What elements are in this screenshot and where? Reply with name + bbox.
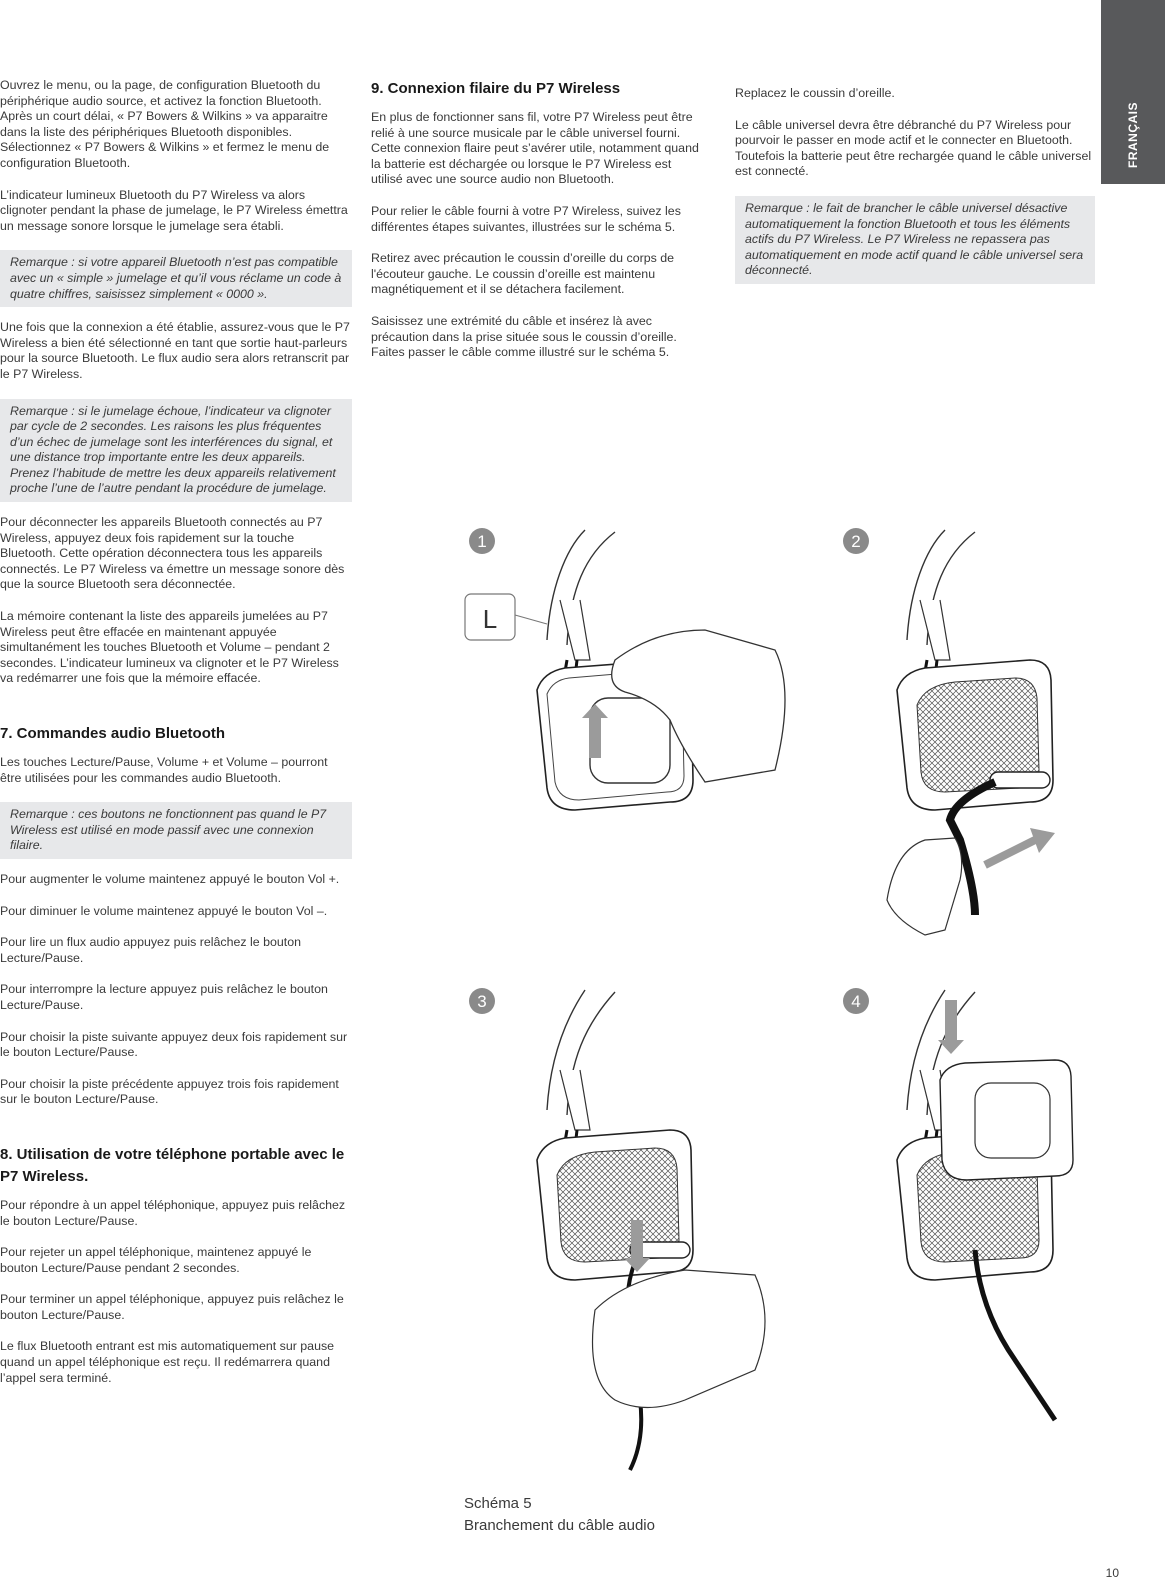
caption-subtitle: Branchement du câble audio (464, 1517, 655, 1534)
paragraph: Pour déconnecter les appareils Bluetooth connectés au P7 Wireless, appuyez deux fois rapidement sur la touche Bluetooth. Cette opération déconnectera tous les appareils connectés. Le P7 Wireless va émettre un message sonore dès que la source Bluetooth sera déconnectée. (0, 515, 345, 592)
step-4-number: 4 (851, 992, 861, 1011)
language-tab-label: FRANÇAIS (1126, 102, 1140, 168)
step-4-illustration (843, 988, 1073, 1420)
note-box: Remarque : si votre appareil Bluetooth n’est pas compatible avec un « simple » jumelage et qu’il vous réclame un code à quatre chiffres, saisissez simplement « 0000 ». (0, 250, 352, 307)
page-number: 10 (1105, 1566, 1119, 1580)
step-2-number: 2 (851, 532, 861, 551)
step-2-illustration (843, 528, 1055, 935)
paragraph: Les touches Lecture/Pause, Volume + et Volume – pourront être utilisées pour les commandes audio Bluetooth. (0, 755, 328, 785)
section-heading-8: 8. Utilisation de votre téléphone portable avec le P7 Wireless. (0, 1145, 345, 1185)
language-tab (1101, 0, 1165, 184)
paragraph: Replacez le coussin d’oreille. (735, 86, 895, 100)
paragraph: Saisissez une extrémité du câble et insérez là avec précaution dans la prise située sous le coussin d’oreille. Faites passer le câble comme illustré sur le schéma 5. (371, 313, 677, 360)
column-2 (371, 78, 706, 377)
cable-connection-diagram (455, 520, 1095, 1490)
section-heading-9: 9. Connexion filaire du P7 Wireless (371, 80, 621, 97)
paragraph: La mémoire contenant la liste des appareils jumelées au P7 Wireless peut être effacée en maintenant appuyée simultanément les touches Bluetooth et Volume – pendant 2 secondes. L’indicateur lumineux va clignoter et le P7 Wireless va redémarrer une fois que la mémoire effacée. (0, 609, 339, 686)
paragraph: Le câble universel devra être débranché du P7 Wireless pour pourvoir le passer en mode actif et le connecter en Bluetooth. Toutefois la batterie peut être rechargée quand le câble universel est connecté. (735, 117, 1092, 179)
paragraph: Le flux Bluetooth entrant est mis automatiquement sur pause quand un appel téléphonique est reçu. Il redémarrera quand l’appel sera terminé. (0, 1339, 335, 1385)
paragraph: Pour relier le câble fourni à votre P7 Wireless, suivez les différentes étapes suivantes, illustrées sur le schéma 5. (371, 203, 681, 234)
paragraph: Pour rejeter un appel téléphonique, maintenez appuyé le bouton Lecture/Pause pendant 2 secondes. (0, 1245, 312, 1275)
step-1-illustration (465, 528, 785, 810)
paragraph: Pour diminuer le volume maintenez appuyé le bouton Vol –. (0, 903, 328, 918)
step-3-number: 3 (477, 992, 487, 1011)
paragraph: Pour choisir la piste précédente appuyez trois fois rapidement sur le bouton Lecture/Pause. (0, 1076, 339, 1107)
note-box: Remarque : si le jumelage échoue, l’indicateur va clignoter par cycle de 2 secondes. Les raisons les plus fréquentes d’un échec de jumelage sont les interférences du signal, et une distance trop importante entre les deux appareils. Prenez l’habitude de mettre les deux appareils relativement proche l’une de l’autre pendant la procédure de jumelage. (0, 399, 352, 503)
paragraph: L’indicateur lumineux Bluetooth du P7 Wireless va alors clignoter pendant la phase de jumelage, le P7 Wireless émettra un message sonore lorsque le jumelage sera établi. (0, 187, 348, 233)
paragraph: Pour répondre à un appel téléphonique, appuyez puis relâchez le bouton Lecture/Pause. (0, 1197, 346, 1228)
paragraph: Pour augmenter le volume maintenez appuyé le bouton Vol +. (0, 871, 340, 886)
column-1 (0, 78, 352, 1402)
paragraph: Retirez avec précaution le coussin d’oreille du corps de l'écouteur gauche. Le coussin d’oreille est maintenu magnétiquement et il se détachera facilement. (371, 251, 675, 297)
note-box: Remarque : ces boutons ne fonctionnent pas quand le P7 Wireless est utilisé en mode passif avec une connexion filaire. (0, 802, 352, 859)
note-box: Remarque : le fait de brancher le câble universel désactive automatiquement la fonction Bluetooth et tous les éléments actifs du P7 Wireless. Le P7 Wireless ne repassera pas automatiquement en mode actif quand le câble universel sera déconnecté. (735, 196, 1095, 284)
paragraph: Pour terminer un appel téléphonique, appuyez puis relâchez le bouton Lecture/Pause. (0, 1292, 344, 1322)
paragraph: Pour choisir la piste suivante appuyez deux fois rapidement sur le bouton Lecture/Pause. (0, 1029, 348, 1060)
paragraph: Ouvrez le menu, ou la page, de configuration Bluetooth du périphérique audio source, et activez la fonction Bluetooth. Après un court délai, « P7 Bowers & Wilkins » va apparaitre dans la liste des périphériques Bluetooth disponibles. Sélectionnez « P7 Bowers & Wilkins » et fermez le menu de configuration Bluetooth. (0, 78, 330, 170)
paragraph: Pour lire un flux audio appuyez puis relâchez le bouton Lecture/Pause. (0, 935, 302, 965)
step-1-number: 1 (477, 532, 487, 551)
left-side-label: L (482, 604, 498, 634)
caption-title: Schéma 5 (464, 1495, 532, 1512)
figure-caption (464, 1493, 655, 1537)
section-heading-7: 7. Commandes audio Bluetooth (0, 725, 226, 742)
paragraph: En plus de fonctionner sans fil, votre P7 Wireless peut être relié à une source musicale par le câble universel fourni. Cette connexion flaire peut s’avérer utile, notamment quand la batterie est déchargée ou lorsque le P7 Wireless est utilisé avec une source audio non Bluetooth. (371, 110, 699, 187)
paragraph: Une fois que la connexion a été établie, assurez-vous que le P7 Wireless a bien été sélectionné en tant que sortie haut-parleurs pour la source Bluetooth. Le flux audio sera alors retranscrit par le P7 Wireless. (0, 320, 350, 381)
paragraph: Pour interrompre la lecture appuyez puis relâchez le bouton Lecture/Pause. (0, 982, 328, 1012)
step-3-illustration (469, 988, 765, 1470)
column-3 (735, 86, 1095, 297)
